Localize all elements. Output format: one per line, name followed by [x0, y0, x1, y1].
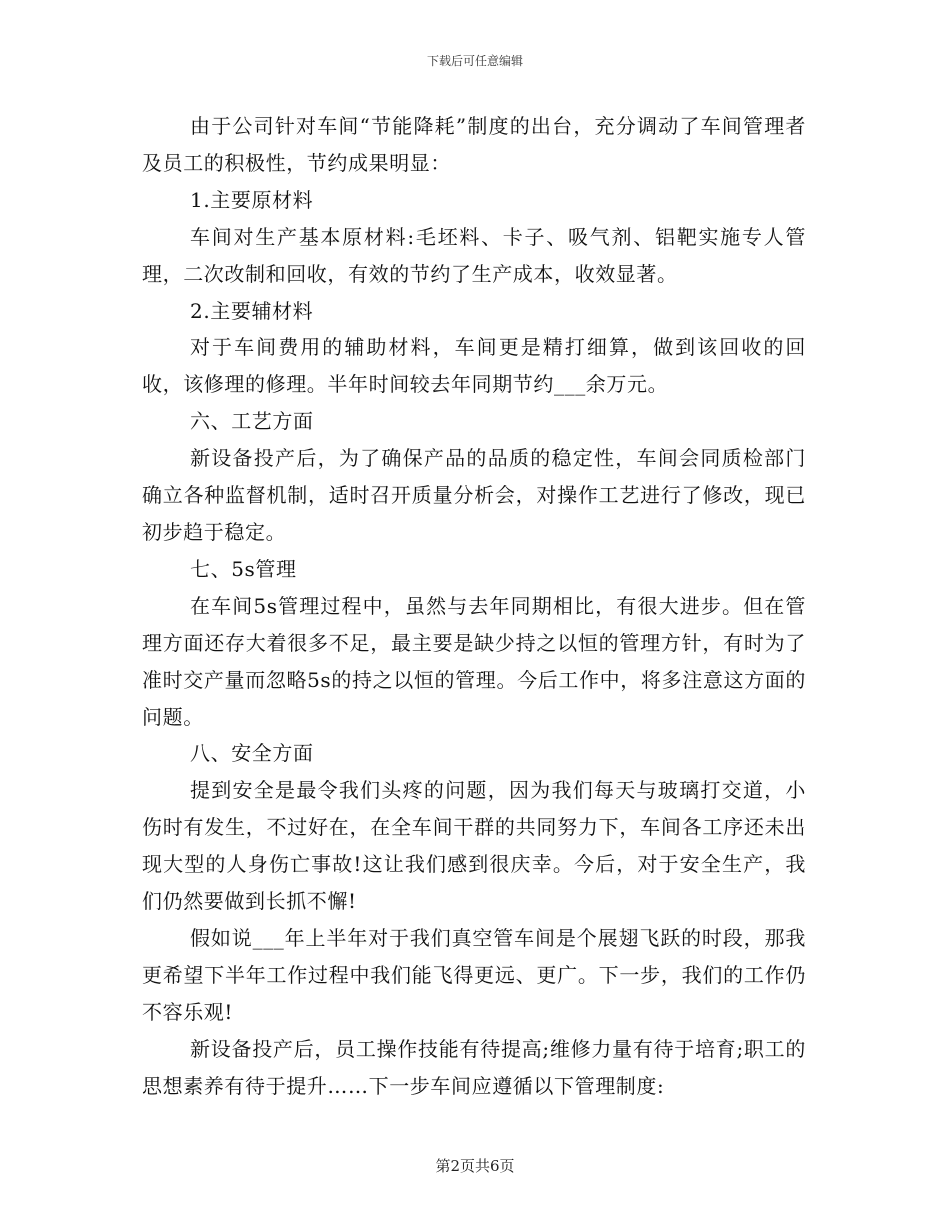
heading-safety: 八、安全方面 — [190, 741, 314, 766]
heading-5s: 七、5s管理 — [190, 556, 297, 581]
heading-main-materials: 1.主要原材料 — [190, 187, 314, 212]
paragraph-outlook: 假如说___年上半年对于我们真空管车间是个展翅飞跃的时段，那我更希望下半年工作过程中我们能飞得更远、更广。下一步，我们的工作仍不容乐观! — [142, 925, 806, 1024]
page-footer: 第2页共6页 — [435, 1157, 515, 1175]
paragraph-safety: 提到安全是最令我们头疼的问题，因为我们每天与玻璃打交道，小伤时有发生，不过好在，在全车间干群的共同努力下，车间各工序还未出现大型的人身伤亡事故!这让我们感到很庆幸。今后，对于安全生产，我们仍然要做到长抓不懈! — [142, 778, 806, 914]
paragraph-main-materials: 车间对生产基本原材料:毛坯料、卡子、吸气剂、铝靶实施专人管理，二次改制和回收，有效的节约了生产成本，收效显著。 — [142, 224, 806, 286]
heading-auxiliary-materials: 2.主要辅材料 — [190, 298, 314, 323]
document-body — [142, 108, 806, 1104]
paragraph-auxiliary-materials: 对于车间费用的辅助材料，车间更是精打细算，做到该回收的回收，该修理的修理。半年时间较去年同期节约___余万元。 — [142, 335, 806, 397]
paragraph-next-steps: 新设备投产后，员工操作技能有待提高;维修力量有待于培育;职工的思想素养有待于提升……下一步车间应遵循以下管理制度: — [142, 1036, 806, 1098]
page-header: 下载后可任意编辑 — [426, 54, 523, 68]
heading-process: 六、工艺方面 — [190, 409, 314, 434]
paragraph-5s: 在车间5s管理过程中，虽然与去年同期相比，有很大进步。但在管理方面还存大着很多不足，最主要是缺少持之以恒的管理方针，有时为了准时交产量而忽略5s的持之以恒的管理。今后工作中，将多注意这方面的问题。 — [142, 593, 806, 729]
paragraph-process: 新设备投产后，为了确保产品的品质的稳定性，车间会同质检部门确立各种监督机制，适时召开质量分析会，对操作工艺进行了修改，现已初步趋于稳定。 — [142, 446, 806, 544]
paragraph-intro: 由于公司针对车间“节能降耗”制度的出台，充分调动了车间管理者及员工的积极性，节约成果明显： — [142, 114, 806, 175]
